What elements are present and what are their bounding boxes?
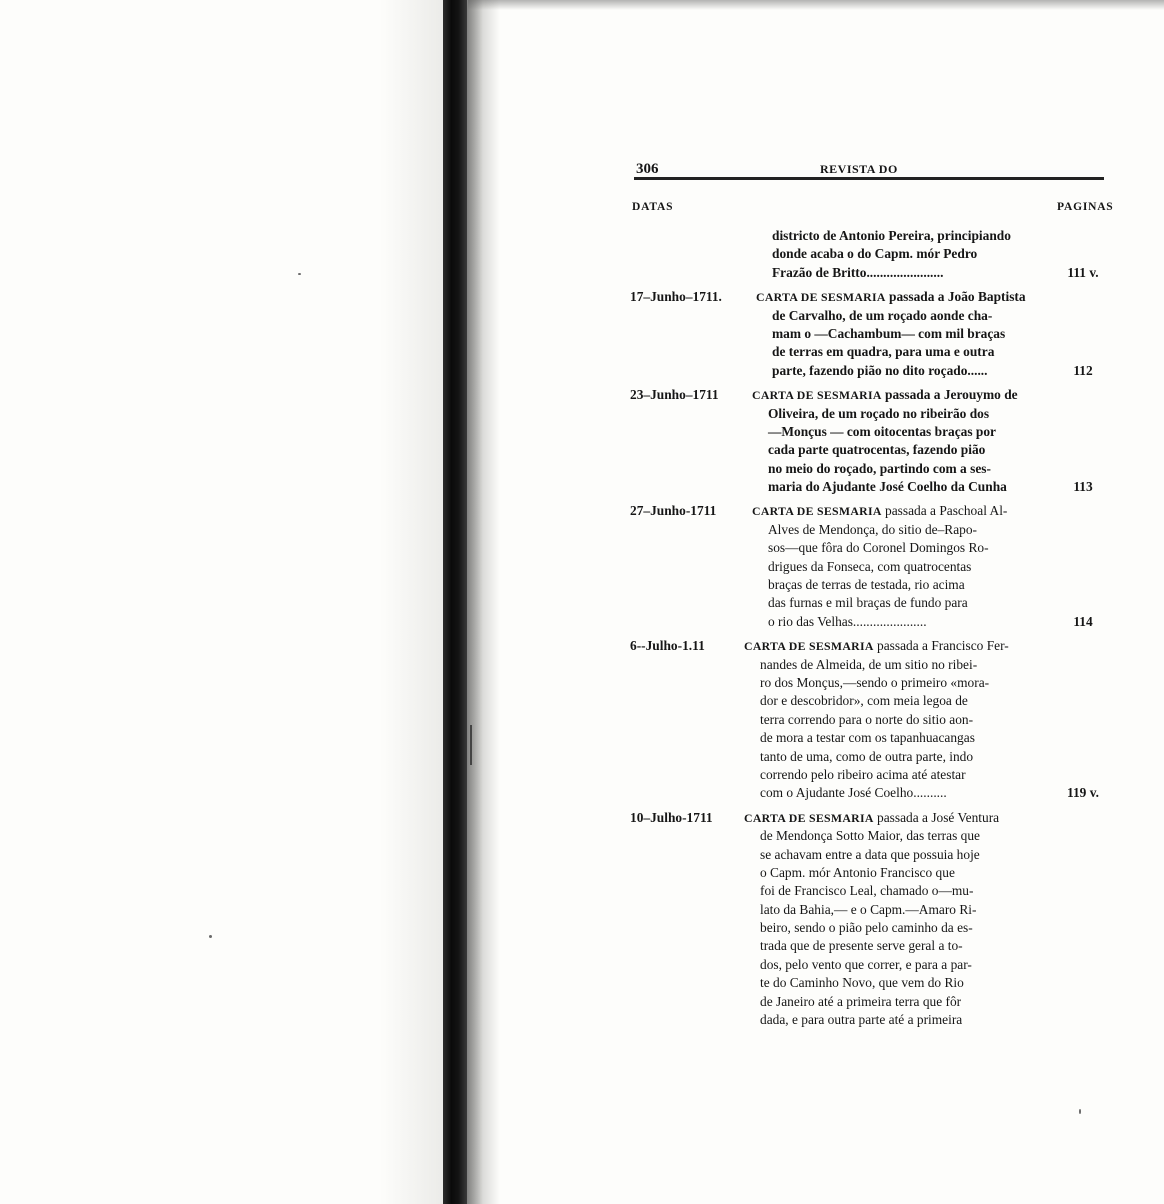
entry-line: sos—que fôra do Coronel Domingos Ro- [768,540,989,556]
entry-date: 10–Julho-1711 [630,809,713,825]
entry-line-text: passada a Paschoal Al- [885,503,1008,519]
header-rule [634,177,1104,180]
entry-line [756,288,1042,306]
entry-line: lato da Bahia,— e o Capm.—Amaro Ri- [760,901,977,917]
entry-line: terra correndo para o norte do sitio aon- [760,711,974,727]
entry-line: Oliveira, de um roçado no ribeirão dos [768,405,990,421]
entry-line: donde acaba o do Capm. mór Pedro [772,246,978,262]
entry-page: 114 [1073,613,1093,629]
scan-mark [470,725,472,765]
entry-line: nandes de Almeida, de um sitio no ribei- [760,656,978,672]
entry-line-text: passada a Francisco Fer- [877,638,1009,654]
entry-text [756,288,1042,380]
entry-page: 111 v. [1067,264,1099,280]
scan-speck [209,935,212,938]
entry-line: cada parte quatrocentas, fazendo pião [768,442,986,458]
entry-line: te do Caminho Novo, que vem do Rio [760,975,964,991]
entry-lead: CARTA DE SESMARIA [752,504,882,519]
entry-line: o Capm. mór Antonio Francisco que [760,864,955,880]
entry-line: Alves de Mendonça, do sitio de–Rapo- [768,521,977,537]
entry-line-text: passada a José Ventura [877,809,1000,825]
book-spine [443,0,467,1204]
entry-text [752,386,1042,496]
entry-lead: CARTA DE SESMARIA [752,388,882,403]
entry-line: tanto de uma, como de outra parte, indo [760,748,974,764]
entry-line [752,502,1042,520]
running-head: REVISTA DO [820,162,898,176]
page-top-edge [468,0,1164,10]
entry-line: correndo pelo ribeiro acima até atestar [760,766,966,782]
entry-text [744,637,1042,803]
entry-line: beiro, sendo o pião pelo caminho da es- [760,920,973,936]
entry-page: 112 [1073,362,1093,378]
entry-line: parte, fazendo pião no dito roçado...... [772,362,988,378]
list-item [630,227,1114,282]
entry-line: dada, e para outra parte até a primeira [760,1012,963,1028]
entry-line: das furnas e mil braças de fundo para [768,595,968,611]
column-header-dates: DATAS [632,201,674,213]
entry-line: de Carvalho, de um roçado aonde cha- [772,307,993,323]
entry-line: foi de Francisco Leal, chamado o—mu- [760,883,974,899]
entry-line: districto de Antonio Pereira, principiando [772,228,1011,243]
entry-line: de mora a testar com os tapanhuacangas [760,730,975,746]
entry-date: 6--Julho-1.11 [630,638,705,654]
entry-line: no meio do roçado, partindo com a ses- [768,460,991,476]
entry-line [744,809,1042,827]
entry-line [744,637,1042,655]
entry-line: braças de terras de testada, rio acima [768,577,965,593]
entry-text [752,502,1042,631]
entry-line: o rio das Velhas...................... [768,613,927,629]
entry-text [744,809,1042,1030]
entry-page: 113 [1073,479,1093,495]
entry-line: drigues da Fonseca, com quatrocentas [768,558,972,574]
entry-line: —Monçus — com oitocentas braças por [768,423,996,439]
entry-line: maria do Ajudante José Coelho da Cunha [768,479,1007,495]
entry-line-text: passada a João Baptista [889,289,1026,305]
entry-lead: CARTA DE SESMARIA [756,290,886,305]
page-number: 306 [636,161,659,177]
list-item [630,637,1114,803]
entry-line: trada que de presente serve geral a to- [760,938,963,954]
entry-date: 17–Junho–1711. [630,289,722,305]
entry-line: de Mendonça Sotto Maior, das terras que [760,828,980,844]
entry-line: de Janeiro até a primeira terra que fôr [760,993,962,1009]
entry-date: 27–Junho-1711 [630,503,717,519]
entry-text [772,227,1042,282]
entry-line: mam o —Cachambum— com mil braças [772,325,1006,341]
spine-shadow [467,0,483,1204]
entry-date: 23–Junho–1711 [630,387,719,403]
entry-lead: CARTA DE SESMARIA [744,639,874,654]
entry-line [752,386,1042,404]
entry-line: Frazão de Britto....................... [772,264,944,280]
list-item [630,288,1114,380]
entry-line: dos, pelo vento que correr, e para a par- [760,956,972,972]
entry-page: 119 v. [1067,785,1099,801]
list-item [630,386,1114,496]
entry-line-text: passada a Jerouymo de [885,387,1018,403]
entry-line: de terras em quadra, para uma e outra [772,344,995,360]
entry-line: se achavam entre a data que possuia hoje [760,846,980,862]
entry-line: com o Ajudante José Coelho.......... [760,785,947,801]
scan-speck [1079,1109,1081,1114]
entry-list [630,227,1114,1035]
column-header-pages: PAGINAS [1057,201,1114,213]
scan-speck [298,273,301,275]
list-item [630,809,1114,1030]
list-item [630,502,1114,631]
entry-line: dor e descobridor», com meia legoa de [760,693,968,709]
entry-line: ro dos Monçus,—sendo o primeiro «mora- [760,674,990,690]
entry-lead: CARTA DE SESMARIA [744,810,874,825]
